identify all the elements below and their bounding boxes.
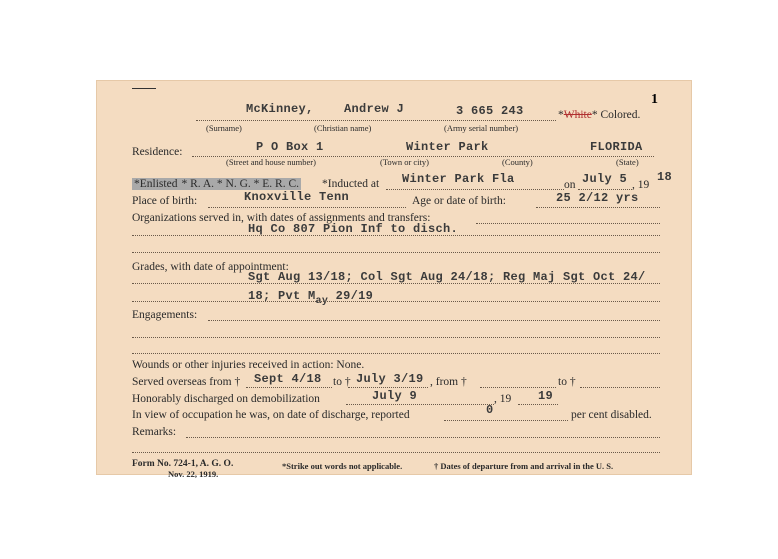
street-caption: (Street and house number) [226,157,316,167]
discharged-year-prefix: , 19 [494,393,512,405]
serial-number-value: 3 665 243 [456,104,524,118]
grades-line-1: Sgt Aug 13/18; Col Sgt Aug 24/18; Reg Maj Sgt Oct 24/ [248,270,646,284]
occupation-label: In view of occupation he was, on date of discharge, reported [132,409,410,421]
grades-line-2-c: 29/19 [328,289,374,303]
disabled-line [444,420,568,421]
engagements-line-3 [132,353,660,354]
christian-name-value: Andrew J [344,102,405,116]
town-caption: (Town or city) [380,157,429,167]
age-label: Age or date of birth: [412,195,506,207]
inducted-year-value: 18 [657,170,673,184]
overseas-to-label: to † [333,376,351,388]
birth-place-value: Knoxville Tenn [244,190,350,204]
inducted-date-line [578,189,632,190]
remarks-line-1 [186,437,660,438]
surname-value: McKinney, [246,102,314,116]
organizations-value: Hq Co 807 Pion Inf to disch. [248,222,459,236]
birth-place-label: Place of birth: [132,195,198,207]
organizations-line-2 [132,235,660,236]
grades-label: Grades, with date of appointment: [132,261,289,273]
inducted-date-value: July 5 [582,172,628,186]
overseas-to-line [348,387,428,388]
name-line [196,120,556,121]
service-record-card [96,80,692,479]
corner-rule [132,88,156,89]
remarks-line-2 [132,452,660,453]
overseas-from-line [246,387,332,388]
organizations-line-3 [132,252,660,253]
race-colored: * Colored. [591,109,641,121]
state-caption: (State) [616,157,639,167]
race-white-struck: White [563,109,592,121]
form-number: Form No. 724-1, A. G. O. [132,459,234,469]
enlist-options-struck: * R. A. * N. G. * E. R. C. [181,178,300,190]
overseas-from2-label: , from † [430,376,467,388]
engagements-line-2 [132,337,660,338]
christian-caption: (Christian name) [314,123,372,133]
on-label: on [564,179,576,191]
overseas-from-value: Sept 4/18 [254,372,322,386]
surname-caption: (Surname) [206,123,242,133]
overseas-from2-line [480,387,556,388]
discharged-label: Honorably discharged on demobilization [132,393,320,405]
disabled-value: 0 [486,403,494,417]
discharged-year-line [518,404,558,405]
residence-label: Residence: [132,146,183,158]
organizations-label: Organizations served in, with dates of assignments and transfers: [132,212,431,224]
discharged-date-line [346,404,494,405]
overseas-label: Served overseas from † [132,376,241,388]
footnote-strike: *Strike out words not applicable. [282,461,403,471]
serial-caption: (Army serial number) [444,123,519,133]
county-caption: (County) [502,157,533,167]
state-value: FLORIDA [590,140,643,154]
remarks-label: Remarks: [132,426,177,438]
inducted-place-line [386,189,564,190]
race-field [558,109,640,121]
age-value: 25 2/12 yrs [556,191,639,205]
organizations-line-1 [476,223,660,224]
grades-line-2-a: 18; Pvt M [248,289,316,303]
grades-rule-2 [132,301,660,302]
overseas-to2-label: to † [558,376,576,388]
enlistment-type [132,178,301,190]
form-date: Nov. 22, 1919. [168,469,219,479]
inducted-label: *Inducted at [322,178,380,190]
grades-line-2-b: ay [315,296,329,307]
town-value: Winter Park [406,140,489,154]
discharged-year-value: 19 [538,389,554,403]
overseas-to-value: July 3/19 [356,372,424,386]
disabled-label: per cent disabled. [571,409,652,421]
street-value: P O Box 1 [256,140,324,154]
overseas-to2-line [580,387,660,388]
age-line [536,207,660,208]
race-prefix: * [558,109,564,121]
discharged-date-value: July 9 [372,389,418,403]
birth-place-line [208,207,406,208]
engagements-label: Engagements: [132,309,198,321]
wounds-text: Wounds or other injuries received in action: None. [132,359,365,371]
footnote-dates: † Dates of departure from and arrival in the U. S. [434,461,614,471]
card-number: 1 [651,92,658,107]
grades-rule-1 [132,283,660,284]
enlisted-struck: *Enlisted [134,178,178,190]
engagements-line-1 [208,320,660,321]
inducted-place-value: Winter Park Fla [402,172,515,186]
inducted-year-prefix: , 19 [632,179,650,191]
